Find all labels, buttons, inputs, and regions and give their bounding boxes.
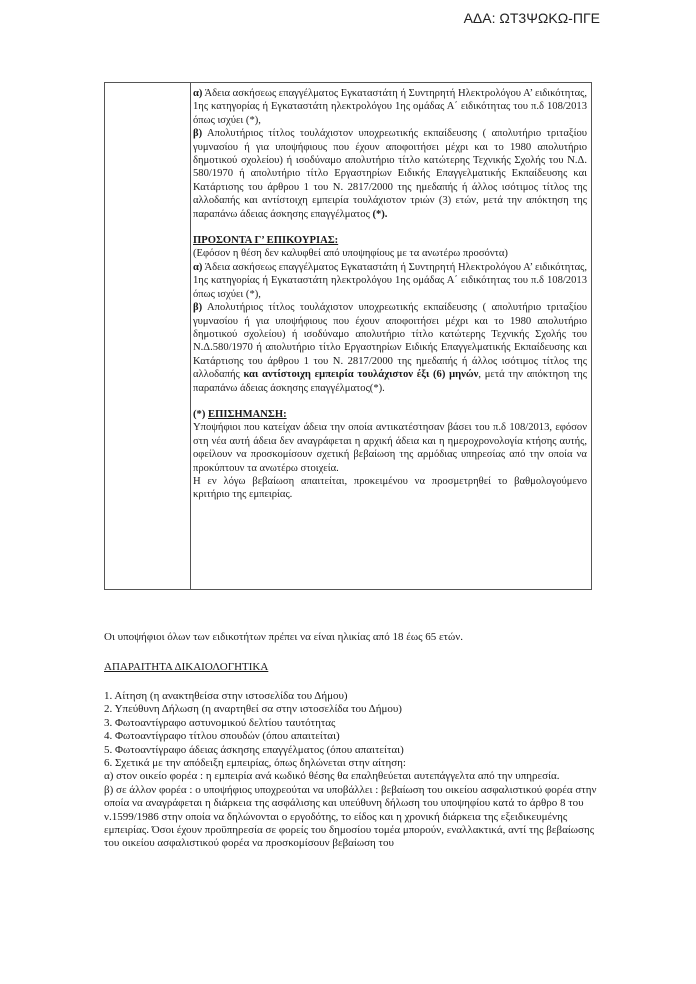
list-item: α) στον οικείο φορέα : η εμπειρία ανά κωδικό θέσης θα επαληθεύεται αυτεπάγγελτα από την υπηρεσία.: [104, 770, 560, 783]
list-item: 4. Φωτοαντίγραφο τίτλου σπουδών (όπου απαιτείται): [104, 730, 340, 743]
age-requirement: Οι υποψήφιοι όλων των ειδικοτήτων πρέπει να είναι ηλικίας από 18 έως 65 ετών.: [104, 631, 463, 643]
list-item: 2. Υπεύθυνη Δήλωση (η αναρτηθεί σα στην ιστοσελίδα του Δήμου): [104, 703, 402, 716]
qualifications-cell: [193, 87, 587, 502]
list-item: 6. Σχετικά με την απόδειξη εμπειρίας, όπως δηλώνεται στην αίτηση:: [104, 757, 406, 770]
table-column-divider: [190, 83, 191, 589]
c-heading: ΠΡΟΣΟΝΤΑ Γ’ ΕΠΙΚΟΥΡΙΑΣ:: [193, 235, 339, 247]
documents-list: [104, 690, 604, 851]
note-heading: (*) ΕΠΙΣΗΜΑΝΣΗ:: [193, 408, 287, 420]
c-item-b: β) Απολυτήριος τίτλος τουλάχιστον υποχρεωτικής εκπαίδευσης ( απολυτήριο τριταξίου γυμνασίου ή για υποψήφιους που έχουν αποφοιτήσει μέχρι και το 1980 απολυτήριο δημοτικού σχολείου) ή ισοδύναμο απολυτήριο τίτλο κατώτερης Τεχνικής Σχολής του Ν.Δ.580/1970 ή απολυτήριο τίτλο Εργαστηρίων Ειδικής Επαγγελματικής Εκπαίδευσης και Κατάρτισης του άρθρου 1 του Ν. 2817/2000 της ημεδαπής ή άλλος ισότιμος τίτλος της αλλοδαπής και αντίστοιχη εμπειρία τουλάχιστον έξι (6) μηνών, μετά την απόκτηση της παραπάνω άδειας άσκησης επαγγέλματος(*).: [193, 302, 587, 394]
b-item-b: β) Απολυτήριος τίτλος τουλάχιστον υποχρεωτικής εκπαίδευσης ( απολυτήριο τριταξίου γυμνασίου ή για υποψήφιους που έχουν αποφοιτήσει μέχρι και το 1980 απολυτήριο δημοτικού σχολείου) ή ισοδύναμο απολυτήριο τίτλο κατώτερης Τεχνικής Σχολής του Ν.Δ. 580/1970 ή απολυτήριο τίτλο Εργαστηρίων Ειδικής Επαγγελματικής Εκπαίδευσης και Κατάρτισης του άρθρου 1 του Ν. 2817/2000 της ημεδαπής ή άλλος ισότιμος τίτλος της αλλοδαπής και αντίστοιχη εμπειρία τουλάχιστον τριών (3) ετών, μετά την απόκτηση της παραπάνω άδειας άσκησης επαγγέλματος (*).: [193, 128, 587, 220]
documents-heading: ΑΠΑΡΑΙΤΗΤΑ ΔΙΚΑΙΟΛΟΓΗΤΙΚΑ: [104, 661, 269, 673]
list-item: 3. Φωτοαντίγραφο αστυνομικού δελτίου ταυτότητας: [104, 716, 336, 729]
b-item-a: α) Άδεια ασκήσεως επαγγέλματος Εγκαταστάτη ή Συντηρητή Ηλεκτρολόγου Α’ ειδικότητας, 1ης κατηγορίας ή Εγκαταστάτη ηλεκτρολόγου 1ης ομάδας Α΄ ειδικότητας του π.δ 108/2013 όπως ισχύει (*),: [193, 88, 587, 126]
qualifications-table: [104, 82, 592, 590]
list-item: 1. Αίτηση (η ανακτηθείσα στην ιστοσελίδα του Δήμου): [104, 690, 348, 702]
list-item: 5. Φωτοαντίγραφο άδειας άσκησης επαγγέλματος (όπου απαιτείται): [104, 743, 404, 756]
list-item: β) σε άλλον φορέα : ο υποψήφιος υποχρεούται να υποβάλλει : βεβαίωση του οικείου ασφαλιστικού φορέα στην οποία να αναγράφεται η διάρκεια της ασφάλισης και υπεύθυνη δήλωση του υποψηφίου κατά το άρθρο 8 του ν.1599/1986 στην οποία να δηλώνονται ο εργοδότης, το είδος και η χρονική διάρκεια της εξειδικευμένης εμπειρίας. Όσοι έχουν προϋπηρεσία σε φορείς του δημοσίου τομέα μπορούν, εναλλακτικά, αντί της βεβαίωσης του οικείου ασφαλιστικού φορέα να προσκομίσουν βεβαίωση του: [104, 783, 597, 850]
ada-code: ΑΔΑ: ΩΤ3ΨΩΚΩ-ΠΓΕ: [463, 10, 600, 26]
c-item-a: α) Άδεια ασκήσεως επαγγέλματος Εγκαταστάτη ή Συντηρητή Ηλεκτρολόγου Α’ ειδικότητας, 1ης κατηγορίας ή Εγκαταστάτη ηλεκτρολόγου 1ης ομάδας Α΄ ειδικότητας του π.δ 108/2013 όπως ισχύει (*),: [193, 261, 587, 300]
note-text-1: Υποψήφιοι που κατείχαν άδεια την οποία αντικατέστησαν βάσει του π.δ 108/2013, εφόσον στη νέα αυτή άδεια δεν αναγράφεται η αρχική άδεια και η ημεροχρονολογία κτήσης αυτής, οφείλουν να προσκομίσουν σχετική βεβαίωση της αρμόδιας υπηρεσίας από την οποία να προκύπτουν τα ανωτέρω στοιχεία.: [193, 422, 587, 474]
note-text-2: Η εν λόγω βεβαίωση απαιτείται, προκειμένου να προσμετρηθεί το βαθμολογούμενο κριτήριο της εμπειρίας.: [193, 475, 587, 501]
c-note: (Εφόσον η θέση δεν καλυφθεί από υποψηφίους με τα ανωτέρω προσόντα): [193, 248, 508, 260]
